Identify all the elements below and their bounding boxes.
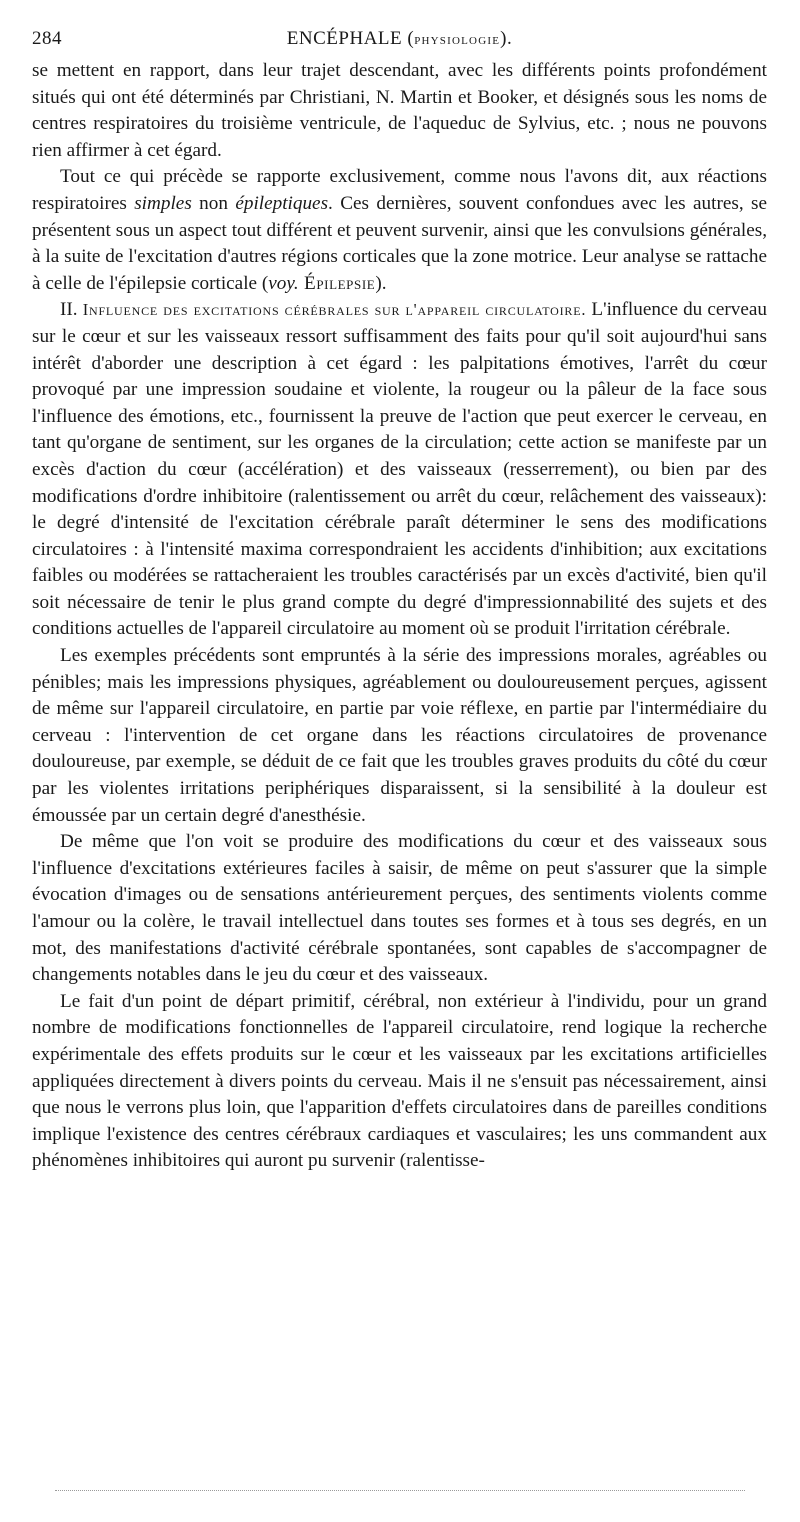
paragraph-2-part-d: ).: [375, 272, 387, 294]
document-page: [32, 28, 767, 1175]
footer-dotted-rule: [55, 1490, 745, 1491]
emphasis-voy: voy.: [268, 272, 299, 294]
section-heading: Influence des excitations cérébrales sur l'appareil circulatoire.: [82, 300, 587, 320]
running-title-close: ).: [500, 28, 513, 49]
cross-reference-epilepsie: Épilepsie: [298, 272, 376, 294]
paragraph-4: Les exemples précédents sont empruntés à la série des impressions morales, agréables ou pénibles; mais les impressions physiques, agréablement ou douloureusement perçues, agissent de même sur l'appareil circulatoire, en partie par voie réflexe, en partie par l'intermédiaire du cerveau : l'intervention de cet organe dans les réactions circulatoires de provenance douloureuse, par exemple, se déduit de ce fait que les troubles graves produits du côté du cœur par les violentes irritations periphériques disparaissent, si la sensibilité à la douleur est émoussée par un certain degré d'anesthésie.: [32, 645, 767, 826]
paragraph-6: Le fait d'un point de départ primitif, cérébral, non extérieur à l'individu, pour un grand nombre de modifications fonctionnelles de l'appareil circulatoire, rend logique la recherche expérimentale des effets produits sur le cœur et les vaisseaux par les excitations artificielles appliquées directement à divers points du cerveau. Mais il ne s'ensuit pas nécessairement, ainsi que nous le verrons plus loin, que l'apparition d'effets circulatoires dans de pareilles conditions implique l'existence des centres cérébraux cardiaques et vasculaires; les uns commandent aux phénomènes inhibitoires qui auront pu survenir (ralentisse-: [32, 990, 767, 1172]
paragraph-3-text: L'influence du cerveau sur le cœur et sur les vaisseaux ressort suffisamment des faits pour qu'il soit aujourd'hui sans intérêt d'aborder une description à cet égard : les palpitations émotives, l'arrêt du cœur provoqué par une impression soudaine et violente, la rougeur ou la pâleur de la face sous l'influence des émotions, etc., fournissent la preuve de l'action que peut exercer le cerveau, en tant qu'organe de sentiment, sur les organes de la circulation; cette action se manifeste par un excès d'action du cœur (accélération) et des vaisseaux (resserrement), ou bien par des modifications d'ordre inhibitoire (ralentissement ou arrêt du cœur, relâchement des vaisseaux): le degré d'intensité de l'excitation cérébrale paraît déterminer le sens des modifications circulatoires : à l'intensité maxima correspondraient les accidents d'inhibition; aux excitations faibles ou modérées se rattacheraient les troubles caractérisés par un excès d'activité, bien qu'il soit nécessaire de tenir le plus grand compte du degré d'impressionnabilité des sujets et des conditions actuelles de l'appareil circulatoire au moment où se produit l'irritation cérébrale.: [32, 299, 768, 640]
running-title-main: ENCÉPHALE (: [286, 28, 415, 49]
body-text: [32, 58, 767, 1175]
paragraph-1: se mettent en rapport, dans leur trajet descendant, avec les différents points profondément situés qui ont été déterminés par Christiani, N. Martin et Booker, et désignés sous les noms de centres respiratoires du troisième ventricule, de l'aqueduc de Sylvius, etc. ; nous ne pouvons rien affirmer à cet égard.: [32, 60, 767, 161]
page-number: 284: [32, 28, 62, 49]
section-number: II.: [60, 299, 83, 321]
paragraph-2-part-a: Tout ce qui précède se rapporte exclusivement, comme nous l'avons dit, aux réactions respiratoires: [32, 166, 767, 214]
emphasis-simples: simples: [134, 192, 192, 214]
running-title-subject: physiologie: [414, 32, 501, 48]
paragraph-2-part-b: non: [191, 192, 236, 214]
page-header: [32, 28, 767, 58]
paragraph-3: [32, 297, 767, 643]
paragraph-5: De même que l'on voit se produire des modifications du cœur et des vaisseaux sous l'influence d'excitations extérieures faciles à saisir, de même on peut s'assurer que la simple évocation d'images ou de sensations antérieurement perçues, des sentiments violents comme l'amour ou la colère, le travail intellectuel dans toutes ses formes et à tous ses degrés, en un mot, des manifestations d'activité cérébrale spontanées, sont capables de s'accompagner de changements notables dans le jeu du cœur et des vaisseaux.: [32, 831, 767, 986]
running-title: [92, 28, 767, 50]
paragraph-2: [32, 164, 767, 297]
emphasis-epileptiques: épileptiques: [235, 192, 329, 214]
paragraph-2-part-c: . Ces dernières, souvent confondues avec les autres, se présentent sous un aspect tout différent et peuvent survenir, ainsi que les convulsions générales, à la suite de l'excitation d'autres régions corticales que la zone motrice. Leur analyse se rattache à celle de l'épilepsie corticale (: [32, 192, 767, 294]
